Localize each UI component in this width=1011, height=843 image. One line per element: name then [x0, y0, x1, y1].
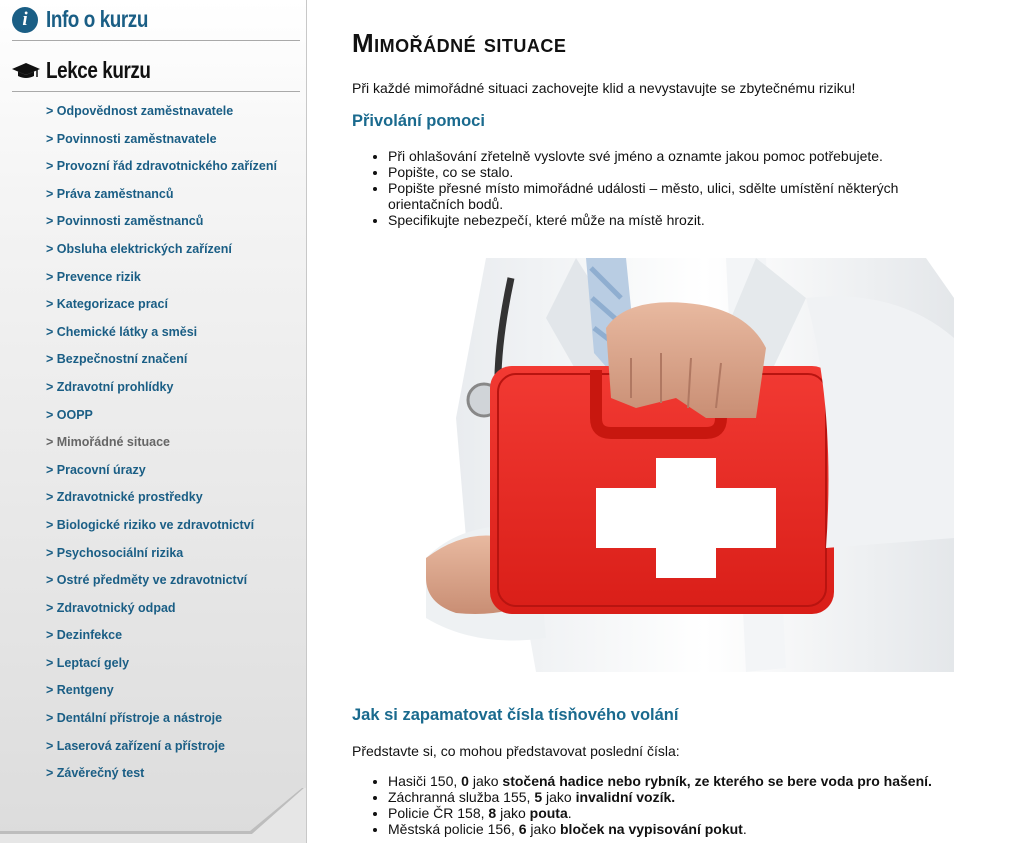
- sidebar-lesson-item[interactable]: > Závěrečný test: [46, 766, 145, 781]
- sidebar-lesson-item[interactable]: > Laserová zařízení a přístroje: [46, 738, 225, 753]
- lekce-kurzu-title: Lekce kurzu: [46, 57, 151, 83]
- list-item-digit: 6: [518, 821, 527, 837]
- section-heading-privolani: Přivolání pomoci: [352, 112, 485, 130]
- list-item-digit: 5: [534, 789, 543, 805]
- section-heading-cisla: Jak si zapamatovat čísla tísňového volání: [352, 706, 679, 724]
- sidebar-lesson-item[interactable]: > Kategorizace prací: [46, 297, 168, 312]
- list-item-mid: jako: [542, 789, 576, 805]
- list-item: • Popište, co se stalo.: [388, 164, 968, 180]
- list-item: [388, 789, 968, 805]
- list-item: [388, 805, 968, 821]
- sidebar-lesson-item[interactable]: > Rentgeny: [46, 683, 114, 698]
- sidebar: [0, 0, 307, 843]
- list-item: • Při ohlašování zřetelně vyslovte své jméno a oznamte jakou pomoc potřebujete.: [388, 148, 968, 164]
- intro-text: Při každé mimořádné situaci zachovejte klid a nevystavujte se zbytečnému riziku!: [352, 80, 856, 96]
- sidebar-lesson-item[interactable]: > Biologické riziko ve zdravotnictví: [46, 517, 255, 532]
- list-item-mid: jako: [496, 805, 530, 821]
- list-item: • Popište přesné místo mimořádné události – město, ulici, sdělte umístění některých orientačních bodů.: [388, 180, 968, 212]
- sidebar-lesson-item[interactable]: > Provozní řád zdravotnického zařízení: [46, 159, 277, 174]
- list-item: [388, 821, 968, 837]
- lesson-nav-list: [46, 100, 277, 790]
- list-item-digit: 0: [461, 773, 469, 789]
- privolani-list: [352, 148, 968, 228]
- sidebar-lesson-item[interactable]: > Zdravotní prohlídky: [46, 379, 174, 394]
- sidebar-lesson-item[interactable]: > Chemické látky a směsi: [46, 324, 198, 339]
- list-item-bold: invalidní vozík.: [575, 789, 676, 805]
- lekce-kurzu-heading: [12, 57, 173, 84]
- list-item-pre: Policie ČR 158,: [388, 805, 489, 821]
- sidebar-lesson-item[interactable]: > Práva zaměstnanců: [46, 186, 174, 201]
- sidebar-lesson-item[interactable]: > Povinnosti zaměstnavatele: [46, 131, 217, 146]
- list-item-pre: Hasiči 150,: [388, 773, 462, 789]
- sidebar-lesson-item[interactable]: > Ostré předměty ve zdravotnictví: [46, 573, 248, 588]
- list-item-bold: stočená hadice nebo rybník, ze kterého se bere voda pro hašení.: [502, 773, 932, 789]
- list-item-pre: Městská policie 156,: [388, 821, 519, 837]
- sidebar-lesson-item[interactable]: > Leptací gely: [46, 655, 130, 670]
- list-item-post: .: [567, 805, 572, 821]
- sidebar-lesson-item[interactable]: > Dentální přístroje a nástroje: [46, 711, 223, 726]
- sidebar-lesson-item[interactable]: > Zdravotnický odpad: [46, 600, 176, 615]
- graduation-cap-icon: [12, 61, 40, 81]
- divider: [12, 40, 300, 41]
- info-icon: i: [12, 7, 38, 33]
- list-item-digit: 8: [488, 805, 497, 821]
- cisla-lead-text: Představte si, co mohou představovat poslední čísla:: [352, 743, 680, 759]
- list-item-post: .: [742, 821, 747, 837]
- list-item-mid: jako: [526, 821, 560, 837]
- sidebar-page-curl: [0, 788, 306, 843]
- sidebar-lesson-item[interactable]: > Obsluha elektrických zařízení: [46, 241, 232, 256]
- divider: [12, 91, 300, 92]
- list-item: [388, 773, 968, 789]
- list-item-mid: jako: [468, 773, 503, 789]
- sidebar-lesson-item[interactable]: > Mimořádné situace: [46, 435, 170, 450]
- list-item: • Specifikujte nebezpečí, které může na místě hrozit.: [388, 212, 968, 228]
- info-o-kurzu-link[interactable]: [12, 6, 170, 33]
- sidebar-lesson-item[interactable]: > Zdravotnické prostředky: [46, 490, 203, 505]
- list-item-bold: bloček na vypisování pokut: [560, 821, 743, 837]
- sidebar-lesson-item[interactable]: > Odpovědnost zaměstnavatele: [46, 104, 234, 118]
- page-title: Mimořádné situace: [352, 28, 567, 58]
- info-o-kurzu-title: Info o kurzu: [46, 6, 148, 32]
- sidebar-lesson-item[interactable]: > OOPP: [46, 407, 93, 422]
- sidebar-lesson-item[interactable]: > Povinnosti zaměstnanců: [46, 214, 204, 229]
- sidebar-lesson-item[interactable]: > Pracovní úrazy: [46, 462, 146, 477]
- sidebar-lesson-item[interactable]: > Bezpečnostní značení: [46, 352, 188, 367]
- doctor-first-aid-kit-illustration: [426, 258, 954, 672]
- sidebar-lesson-item[interactable]: > Dezinfekce: [46, 628, 123, 643]
- cisla-list: [352, 773, 968, 837]
- sidebar-lesson-item[interactable]: > Psychosociální rizika: [46, 545, 184, 560]
- list-item-bold: pouta: [529, 805, 568, 821]
- sidebar-lesson-item[interactable]: > Prevence rizik: [46, 269, 141, 284]
- list-item-pre: Záchranná služba 155,: [388, 789, 535, 805]
